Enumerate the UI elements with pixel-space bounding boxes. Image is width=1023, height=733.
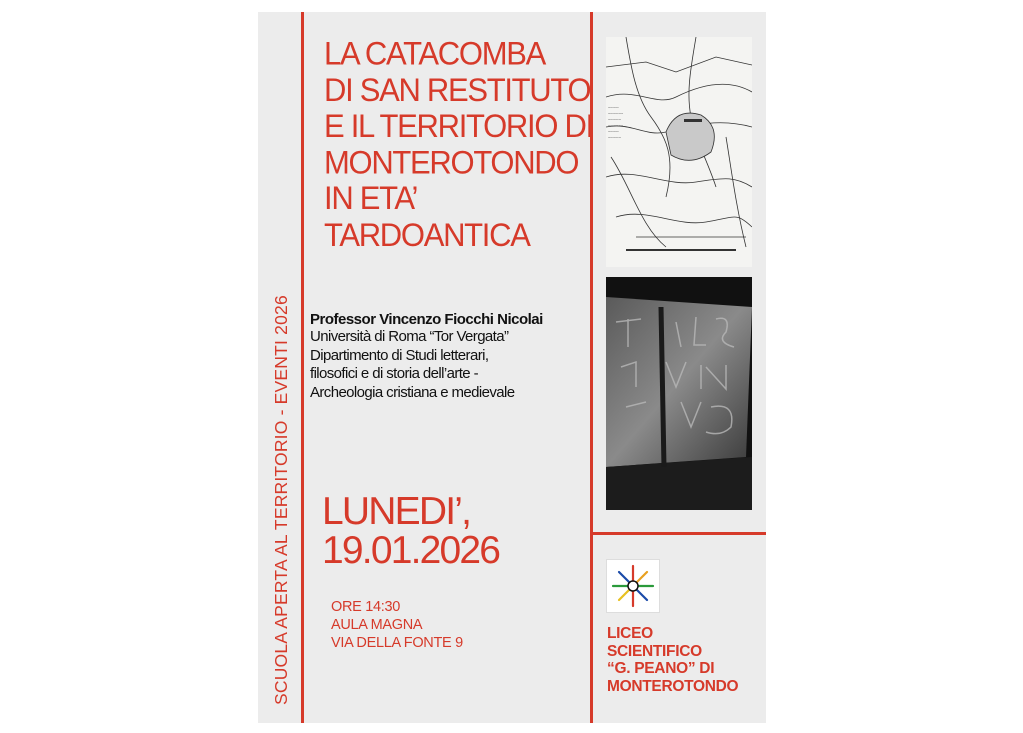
svg-text:~~~~~~: ~~~~~~ — [608, 117, 621, 122]
svg-text:~~~~~~~: ~~~~~~~ — [608, 111, 624, 116]
speaker-name: Professor Vincenzo Fiocchi Nicolai — [310, 311, 543, 328]
title-line: MONTEROTONDO — [324, 143, 579, 181]
sun-logo-icon — [607, 560, 659, 612]
title-line: TARDOANTICA — [324, 216, 530, 253]
affiliation-line: Dipartimento di Studi letterari, — [310, 346, 489, 364]
school-line: “G. PEANO” DI — [607, 660, 715, 677]
historical-map-image — [606, 37, 752, 267]
event-title — [324, 36, 594, 253]
event-address: VIA DELLA FONTE 9 — [331, 635, 463, 651]
event-time: ORE 14:30 — [331, 599, 401, 615]
svg-text:~~~~~: ~~~~~ — [608, 105, 619, 110]
school-line: MONTEROTONDO — [607, 677, 739, 695]
divider-rule — [590, 532, 766, 535]
title-line: DI SAN RESTITUTO — [324, 71, 591, 108]
svg-text:~~~~~~~: ~~~~~~~ — [608, 123, 624, 128]
affiliation-line: filosofici e di storia dell’arte - — [310, 365, 479, 382]
event-date-value: 19.01.2026 — [322, 529, 500, 572]
event-day: LUNEDI’, — [322, 490, 471, 533]
school-name — [607, 625, 738, 695]
svg-text:~~~~~: ~~~~~ — [608, 129, 619, 134]
school-logo-icon — [606, 559, 660, 613]
speaker-affiliation — [310, 328, 592, 402]
map-drawing — [606, 37, 752, 267]
title-line: LA CATACOMBA — [324, 34, 545, 72]
left-red-rule — [301, 12, 304, 723]
school-line: SCIENTIFICO — [607, 642, 702, 660]
title-line: E IL TERRITORIO DI — [324, 107, 593, 145]
affiliation-line: Archeologia cristiana e medievale — [310, 383, 515, 401]
stone-inscription-image — [606, 277, 752, 510]
event-date — [322, 492, 499, 570]
title-line: IN ETA’ — [324, 179, 418, 217]
speaker-block — [310, 311, 592, 402]
svg-text:~~~~~~: ~~~~~~ — [608, 135, 621, 140]
sidebar-label: SCUOLA APERTA AL TERRITORIO - EVENTI 2026 — [271, 295, 291, 705]
inscription-drawing — [606, 277, 752, 510]
affiliation-line: Università di Roma “Tor Vergata” — [310, 328, 509, 345]
school-line: LICEO — [607, 625, 653, 642]
event-room: AULA MAGNA — [331, 617, 423, 633]
event-info — [331, 598, 463, 652]
